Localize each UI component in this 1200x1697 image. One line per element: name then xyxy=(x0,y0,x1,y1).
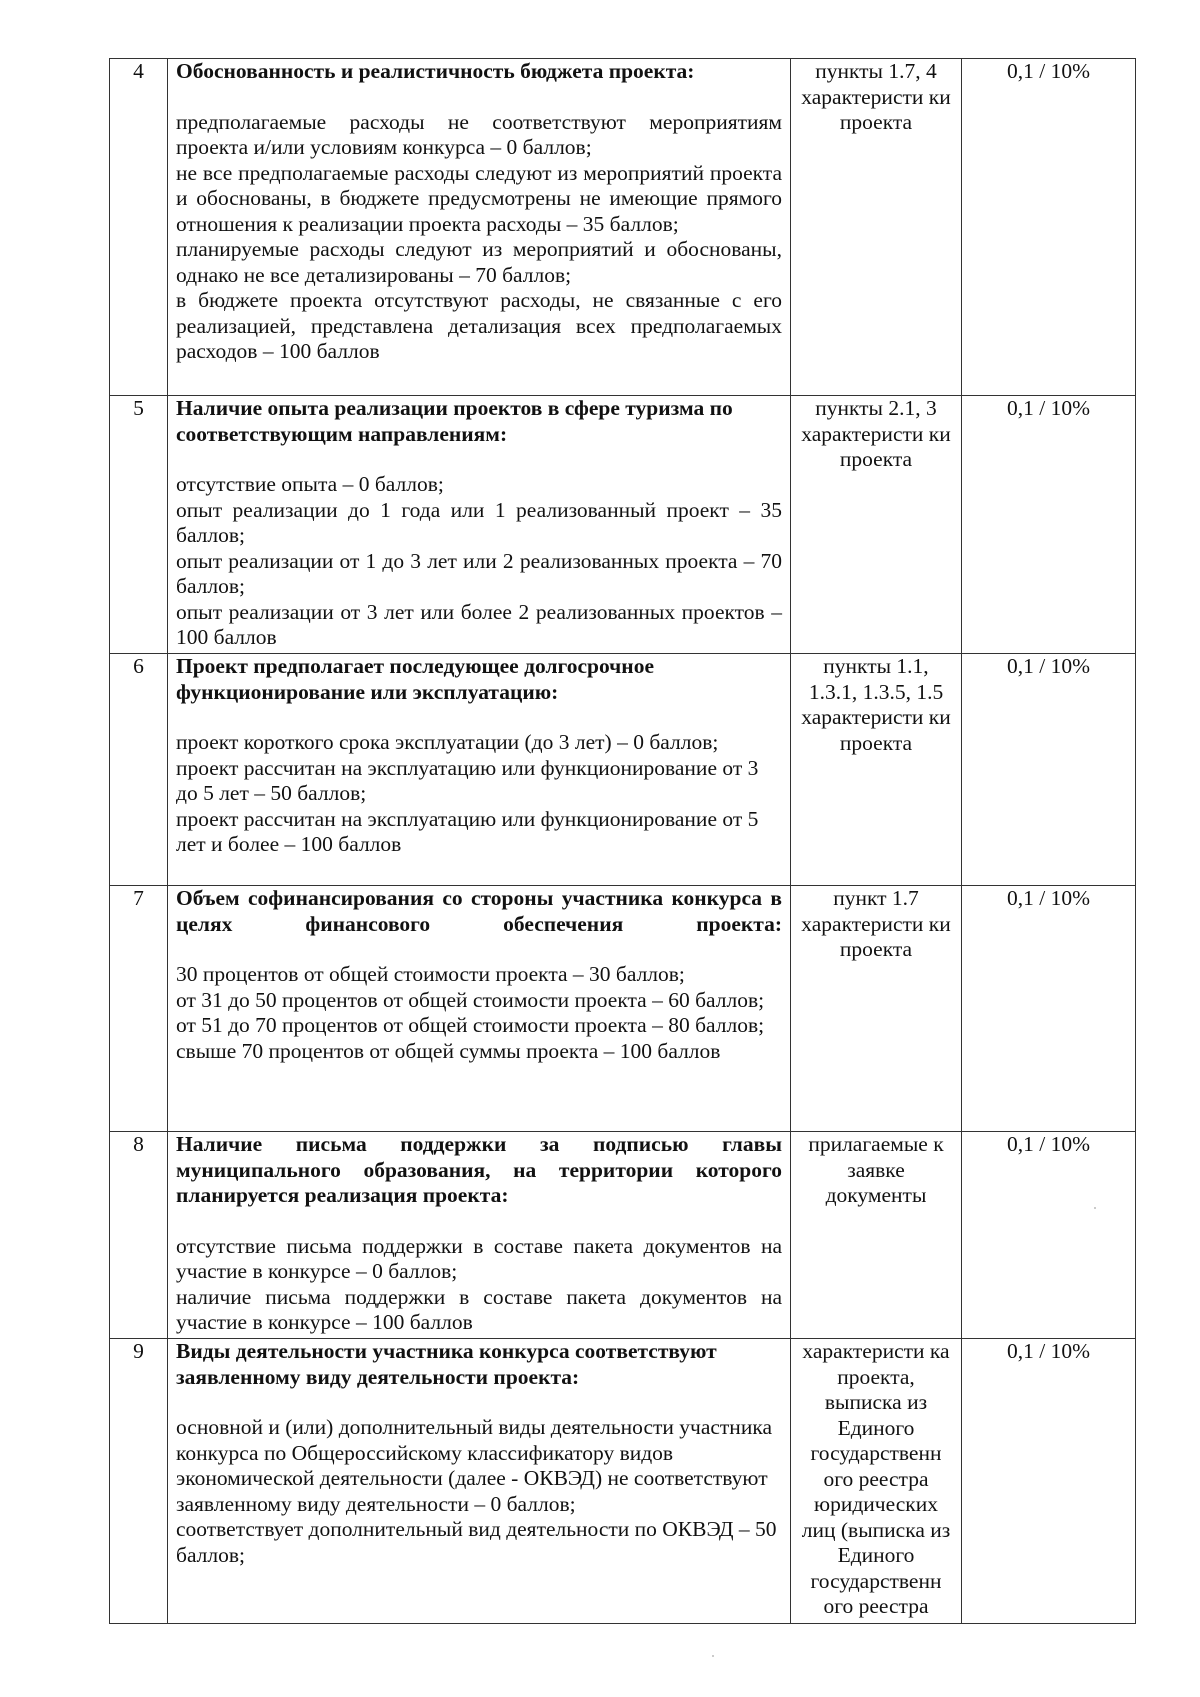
table-row xyxy=(110,654,1136,886)
row-number: 4 xyxy=(110,59,168,396)
criterion-options xyxy=(176,730,782,858)
score-cell: 0,1 / 10% xyxy=(962,59,1136,396)
criteria-page xyxy=(109,58,1135,1624)
option-text: в бюджете проекта отсутствуют расходы, не связанные с его реализацией, представлена детализация всех предполагаемых расходов – 100 баллов xyxy=(176,288,782,363)
option-text: опыт реализации от 3 лет или более 2 реализованных проектов – 100 баллов xyxy=(176,599,782,649)
criterion-cell xyxy=(168,59,791,396)
option-text: от 31 до 50 процентов от общей стоимости проекта – 60 баллов; xyxy=(176,987,765,1012)
table-row xyxy=(110,1132,1136,1339)
row-number: 6 xyxy=(110,654,168,886)
table-row xyxy=(110,59,1136,396)
source-cell: пункты 1.7, 4 характеристи ки проекта xyxy=(791,59,962,396)
score-cell: 0,1 / 10% xyxy=(962,1132,1136,1339)
row-number: 7 xyxy=(110,886,168,1132)
criterion-options xyxy=(176,1415,782,1568)
score-cell: 0,1 / 10% xyxy=(962,396,1136,654)
option-text: проект рассчитан на эксплуатацию или функционирование от 5 лет и более – 100 баллов xyxy=(176,806,759,856)
criterion-cell xyxy=(168,1132,791,1339)
criterion-cell xyxy=(168,1339,791,1624)
option-text: предполагаемые расходы не соответствуют мероприятиям проекта и/или условиям конкурса – 0 баллов; xyxy=(176,109,782,159)
table-row xyxy=(110,886,1136,1132)
option-text: 30 процентов от общей стоимости проекта – 30 баллов; xyxy=(176,962,685,986)
criterion-cell xyxy=(168,396,791,654)
table-row xyxy=(110,1339,1136,1624)
criterion-cell xyxy=(168,654,791,886)
table-row xyxy=(110,396,1136,654)
option-text: свыше 70 процентов от общей суммы проекта – 100 баллов xyxy=(176,1038,721,1063)
option-text: от 51 до 70 процентов от общей стоимости проекта – 80 баллов; xyxy=(176,1013,765,1037)
scan-speck xyxy=(1094,1207,1096,1209)
option-text: основной и (или) дополнительный виды деятельности участника конкурса по Общероссийскому классификатору видов экономической деятельности (далее - ОКВЭД) не соответствуют заявленному виду деятельности – 0 баллов; xyxy=(176,1415,772,1516)
criterion-options xyxy=(176,472,782,651)
criterion-options xyxy=(176,1234,782,1336)
criterion-title: Виды деятельности участника конкурса соответствуют заявленному виду деятельности проекта: xyxy=(176,1339,717,1389)
source-cell: пункт 1.7 характеристи ки проекта xyxy=(791,886,962,1132)
score-cell: 0,1 / 10% xyxy=(962,1339,1136,1624)
criterion-title: Обоснованность и реалистичность бюджета проекта: xyxy=(176,59,695,83)
option-text: опыт реализации от 1 до 3 лет или 2 реализованных проекта – 70 баллов; xyxy=(176,548,782,598)
option-text: проект рассчитан на эксплуатацию или функционирование от 3 до 5 лет – 50 баллов; xyxy=(176,755,759,805)
criterion-options xyxy=(176,110,782,365)
score-cell: 0,1 / 10% xyxy=(962,654,1136,886)
option-text: отсутствие опыта – 0 баллов; xyxy=(176,472,444,496)
source-cell: пункты 2.1, 3 характеристи ки проекта xyxy=(791,396,962,654)
criterion-title: Наличие письма поддержки за подписью главы муниципального образования, на территории которого планируется реализация проекта: xyxy=(176,1132,782,1207)
row-number: 8 xyxy=(110,1132,168,1339)
row-number: 9 xyxy=(110,1339,168,1624)
option-text: планируемые расходы следуют из мероприятий и обоснованы, однако не все детализированы – 70 баллов; xyxy=(176,237,782,287)
criterion-title: Наличие опыта реализации проектов в сфере туризма по соответствующим направлениям: xyxy=(176,396,733,446)
criteria-table xyxy=(109,58,1136,1624)
criterion-options xyxy=(176,962,782,1064)
source-cell: прилагаемые к заявке документы xyxy=(791,1132,962,1339)
criterion-title: Объем софинансирования со стороны участника конкурса в целях финансового обеспечения проекта: xyxy=(176,886,782,936)
option-text: наличие письма поддержки в составе пакета документов на участие в конкурсе – 100 баллов xyxy=(176,1284,782,1334)
score-cell: 0,1 / 10% xyxy=(962,886,1136,1132)
option-text: проект короткого срока эксплуатации (до 3 лет) – 0 баллов; xyxy=(176,730,719,754)
scan-speck xyxy=(712,1655,714,1657)
source-cell: характеристи ка проекта, выписка из Единого государственн ого реестра юридических лиц (выписка из Единого государственн ого реестра xyxy=(791,1339,962,1624)
option-text: опыт реализации до 1 года или 1 реализованный проект – 35 баллов; xyxy=(176,497,782,547)
row-number: 5 xyxy=(110,396,168,654)
source-cell: пункты 1.1, 1.3.1, 1.3.5, 1.5 характеристи ки проекта xyxy=(791,654,962,886)
option-text: не все предполагаемые расходы следуют из мероприятий проекта и обоснованы, в бюджете предусмотрены не имеющие прямого отношения к реализации проекта расходы – 35 баллов; xyxy=(176,160,782,236)
criterion-cell xyxy=(168,886,791,1132)
criterion-title: Проект предполагает последующее долгосрочное функционирование или эксплуатацию: xyxy=(176,654,654,704)
option-text: соответствует дополнительный вид деятельности по ОКВЭД – 50 баллов; xyxy=(176,1517,777,1567)
option-text: отсутствие письма поддержки в составе пакета документов на участие в конкурсе – 0 баллов; xyxy=(176,1233,782,1283)
